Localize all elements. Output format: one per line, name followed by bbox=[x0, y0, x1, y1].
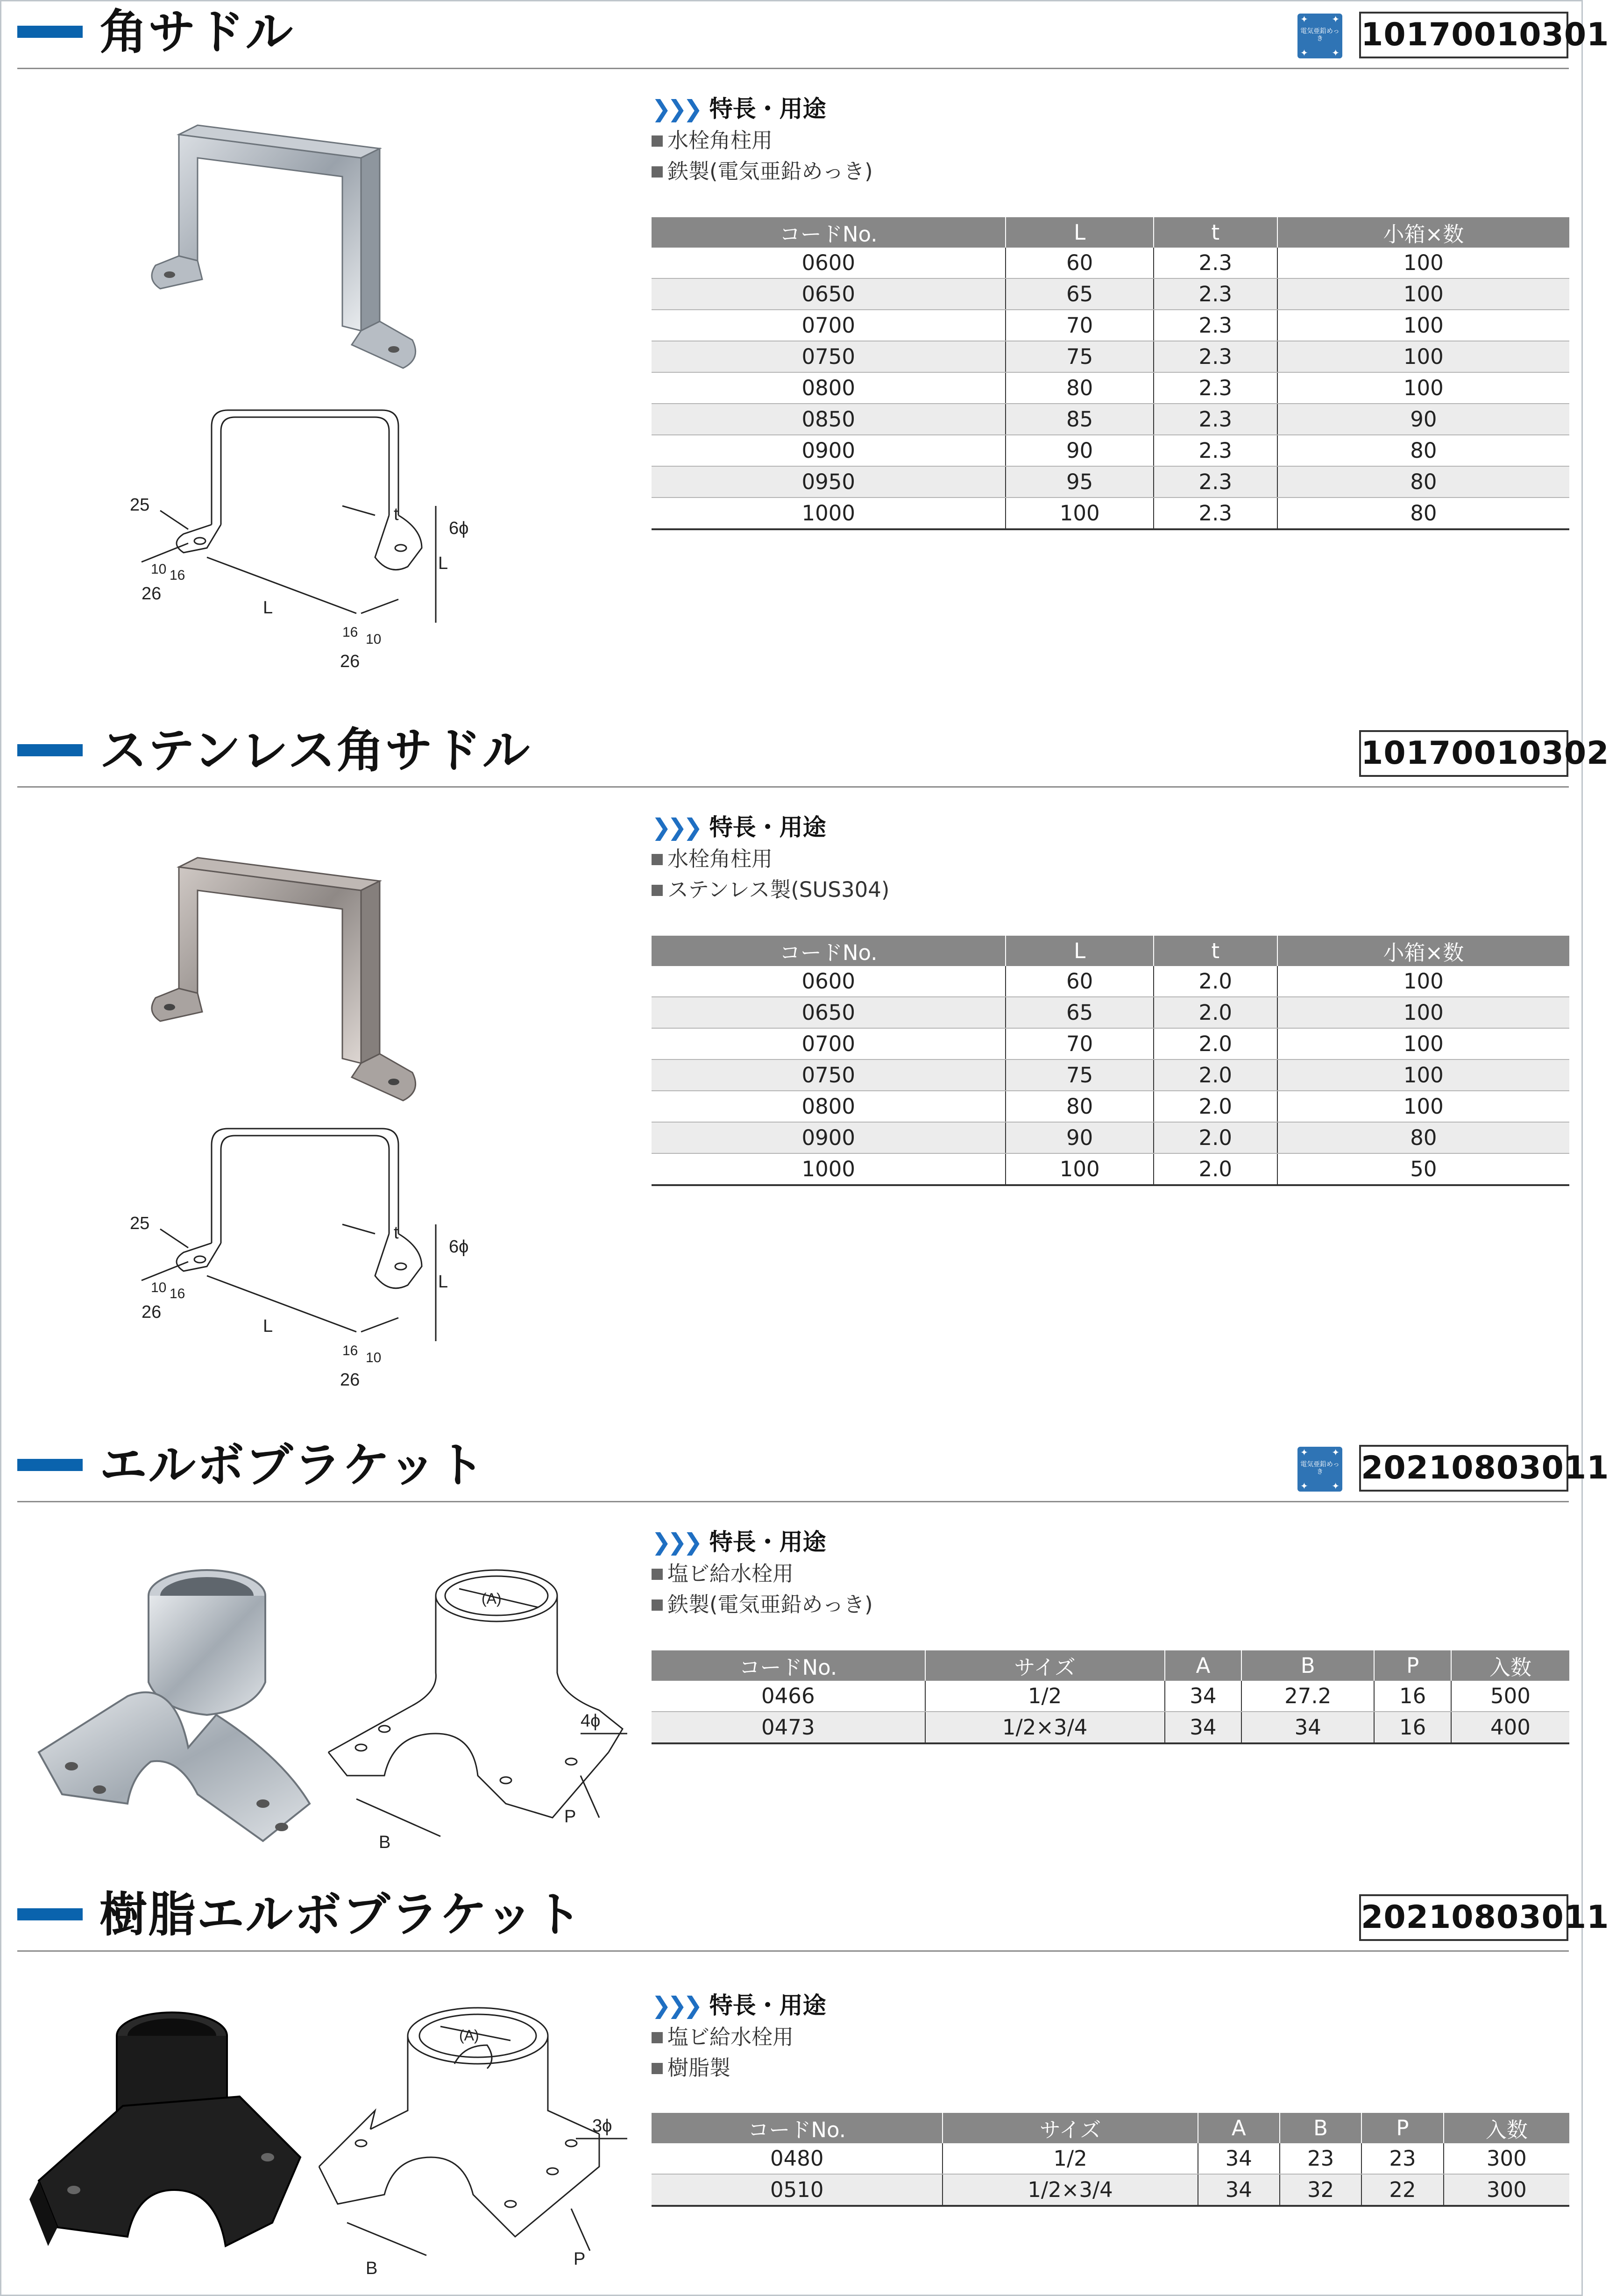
table-cell: 0900 bbox=[652, 435, 1006, 466]
table-cell: 2.3 bbox=[1154, 372, 1277, 404]
table-header-P: P bbox=[1361, 2113, 1443, 2143]
table-header-A: A bbox=[1165, 1650, 1242, 1681]
section-header bbox=[1, 1, 1609, 67]
dim-label-L: L bbox=[263, 598, 273, 618]
dim-label-A: (A) bbox=[459, 2027, 479, 2044]
table-cell: 65 bbox=[1006, 997, 1153, 1028]
section-rule bbox=[17, 68, 1569, 69]
dim-label-10: 10 bbox=[151, 562, 167, 577]
table-cell: 34 bbox=[1165, 1712, 1242, 1743]
product-title: 角サドル bbox=[99, 5, 294, 60]
dim-label-10: 10 bbox=[151, 1280, 167, 1295]
section-rule bbox=[17, 1501, 1569, 1502]
table-row bbox=[652, 248, 1569, 278]
table-cell: 75 bbox=[1006, 1059, 1153, 1091]
table-cell: 100 bbox=[1277, 1059, 1569, 1091]
table-cell: 100 bbox=[1277, 248, 1569, 278]
dim-label-10b: 10 bbox=[366, 632, 382, 647]
table-header-size: サイズ bbox=[943, 2113, 1198, 2143]
spec-table bbox=[652, 217, 1569, 530]
table-row bbox=[652, 997, 1569, 1028]
spec-table bbox=[652, 936, 1569, 1186]
table-cell: 60 bbox=[1006, 248, 1153, 278]
section-rule bbox=[17, 1950, 1569, 1952]
table-cell: 300 bbox=[1444, 2174, 1569, 2206]
table-cell: 0850 bbox=[652, 404, 1006, 435]
table-row bbox=[652, 1059, 1569, 1091]
table-cell: 1/2×3/4 bbox=[925, 1712, 1165, 1743]
square-bullet-icon bbox=[652, 2063, 663, 2074]
dimension-drawing bbox=[310, 1989, 637, 2293]
table-cell: 2.3 bbox=[1154, 341, 1277, 372]
table-cell: 65 bbox=[1006, 278, 1153, 310]
table-cell: 1/2 bbox=[943, 2143, 1198, 2174]
plating-icon: ✦ ✦ ✦ ✦ 電気亜鉛めっき bbox=[1297, 1447, 1342, 1492]
table-row bbox=[652, 310, 1569, 341]
plating-icon-text: 電気亜鉛めっき bbox=[1300, 1461, 1340, 1476]
table-header-L: L bbox=[1006, 217, 1153, 248]
table-cell: 50 bbox=[1277, 1153, 1569, 1185]
table-header-code: コードNo. bbox=[652, 1650, 925, 1681]
dim-label-B: B bbox=[379, 1833, 391, 1852]
table-cell: 0950 bbox=[652, 466, 1006, 498]
table-cell: 1/2 bbox=[925, 1681, 1165, 1712]
dim-label-P: P bbox=[574, 2249, 586, 2269]
product-code: 10170010301 bbox=[1359, 12, 1568, 58]
dim-label-10b: 10 bbox=[366, 1350, 382, 1365]
table-cell: 100 bbox=[1277, 310, 1569, 341]
table-cell: 100 bbox=[1277, 1091, 1569, 1122]
table-cell: 0480 bbox=[652, 2143, 943, 2174]
table-row bbox=[652, 278, 1569, 310]
table-cell: 23 bbox=[1280, 2143, 1361, 2174]
table-header-t: t bbox=[1154, 217, 1277, 248]
table-cell: 60 bbox=[1006, 966, 1153, 997]
features-heading: ❯❯❯ 特長・用途 bbox=[652, 814, 826, 841]
table-header-row bbox=[652, 217, 1569, 248]
table-cell: 2.3 bbox=[1154, 404, 1277, 435]
plating-icon: ✦ ✦ ✦ ✦ 電気亜鉛めっき bbox=[1297, 14, 1342, 58]
product-title: ステンレス角サドル bbox=[99, 723, 531, 779]
table-cell: 2.0 bbox=[1154, 966, 1277, 997]
table-cell: 2.3 bbox=[1154, 466, 1277, 498]
spec-table bbox=[652, 2113, 1569, 2207]
dim-label-t: t bbox=[394, 505, 399, 524]
table-header-size: サイズ bbox=[925, 1650, 1165, 1681]
table-row bbox=[652, 372, 1569, 404]
table-cell: 2.3 bbox=[1154, 248, 1277, 278]
table-row bbox=[652, 1091, 1569, 1122]
table-cell: 2.0 bbox=[1154, 1153, 1277, 1185]
table-header-qty: 入数 bbox=[1451, 1650, 1569, 1681]
table-row bbox=[652, 1153, 1569, 1185]
product-title: 樹脂エルボブラケット bbox=[99, 1887, 583, 1943]
feature-item: 塩ビ給水栓用 bbox=[652, 1558, 873, 1589]
square-bullet-icon bbox=[652, 166, 663, 178]
table-header-B: B bbox=[1241, 1650, 1374, 1681]
table-cell: 100 bbox=[1277, 341, 1569, 372]
dim-label-hole: 6ϕ bbox=[449, 1237, 469, 1257]
table-row bbox=[652, 1712, 1569, 1743]
dim-label-25: 25 bbox=[130, 1214, 150, 1233]
table-row bbox=[652, 2143, 1569, 2174]
table-header-row bbox=[652, 1650, 1569, 1681]
product-code: 10170010302 bbox=[1359, 730, 1568, 777]
features-heading: ❯❯❯ 特長・用途 bbox=[652, 1992, 826, 2019]
table-cell: 300 bbox=[1444, 2143, 1569, 2174]
dim-label-16: 16 bbox=[170, 1286, 185, 1301]
square-bullet-icon bbox=[652, 1599, 663, 1611]
table-cell: 0650 bbox=[652, 997, 1006, 1028]
table-cell: 0600 bbox=[652, 248, 1006, 278]
section-header bbox=[1, 720, 1609, 785]
dim-label-B: B bbox=[366, 2259, 378, 2278]
spec-table bbox=[652, 1650, 1569, 1744]
feature-item: 塩ビ給水栓用 bbox=[652, 2022, 826, 2053]
table-cell: 90 bbox=[1277, 404, 1569, 435]
table-cell: 100 bbox=[1006, 1153, 1153, 1185]
dim-label-26b: 26 bbox=[340, 652, 360, 671]
table-cell: 0800 bbox=[652, 1091, 1006, 1122]
table-cell: 2.0 bbox=[1154, 997, 1277, 1028]
feature-item: 水栓角柱用 bbox=[652, 125, 873, 156]
dim-label-hole: 4ϕ bbox=[581, 1711, 601, 1731]
dim-label-L2: L bbox=[438, 554, 448, 573]
product-code: 20210803011 bbox=[1359, 1894, 1568, 1941]
dim-label-16: 16 bbox=[170, 568, 185, 583]
product-photo-elbow-bracket bbox=[20, 1561, 319, 1860]
table-cell: 80 bbox=[1006, 1091, 1153, 1122]
dim-label-hole: 3ϕ bbox=[592, 2116, 612, 2136]
dim-label-L: L bbox=[263, 1316, 273, 1336]
product-title: エルボブラケット bbox=[99, 1438, 486, 1493]
table-cell: 34 bbox=[1198, 2174, 1280, 2206]
table-cell: 2.0 bbox=[1154, 1122, 1277, 1153]
table-cell: 400 bbox=[1451, 1712, 1569, 1743]
table-header-P: P bbox=[1374, 1650, 1451, 1681]
square-bullet-icon bbox=[652, 885, 663, 896]
table-cell: 70 bbox=[1006, 1028, 1153, 1059]
feature-item: ステンレス製(SUS304) bbox=[652, 874, 889, 905]
dimension-drawing bbox=[113, 408, 515, 679]
table-cell: 0750 bbox=[652, 1059, 1006, 1091]
chevron-right-icon: ❯❯❯ bbox=[652, 95, 699, 122]
dim-label-A: (A) bbox=[482, 1590, 502, 1607]
feature-item: 樹脂製 bbox=[652, 2053, 826, 2083]
square-bullet-icon bbox=[652, 854, 663, 865]
table-cell: 0900 bbox=[652, 1122, 1006, 1153]
table-header-L: L bbox=[1006, 936, 1153, 966]
square-bullet-icon bbox=[652, 1569, 663, 1580]
table-cell: 80 bbox=[1277, 1122, 1569, 1153]
table-header-code: コードNo. bbox=[652, 2113, 943, 2143]
section-accent-bar bbox=[17, 26, 83, 38]
table-header-A: A bbox=[1198, 2113, 1280, 2143]
table-cell: 80 bbox=[1277, 498, 1569, 529]
table-header-code: コードNo. bbox=[652, 936, 1006, 966]
table-cell: 100 bbox=[1277, 997, 1569, 1028]
chevron-right-icon: ❯❯❯ bbox=[652, 1992, 699, 2019]
section-rule bbox=[17, 786, 1569, 788]
table-cell: 34 bbox=[1165, 1681, 1242, 1712]
table-cell: 80 bbox=[1277, 435, 1569, 466]
feature-item: 鉄製(電気亜鉛めっき) bbox=[652, 1589, 873, 1620]
table-cell: 0600 bbox=[652, 966, 1006, 997]
dim-label-26: 26 bbox=[142, 584, 162, 604]
chevron-right-icon: ❯❯❯ bbox=[652, 1528, 699, 1556]
table-cell: 80 bbox=[1277, 466, 1569, 498]
square-bullet-icon bbox=[652, 2032, 663, 2043]
table-cell: 34 bbox=[1198, 2143, 1280, 2174]
section-accent-bar bbox=[17, 744, 83, 756]
table-header-B: B bbox=[1280, 2113, 1361, 2143]
table-cell: 1000 bbox=[652, 498, 1006, 529]
table-cell: 2.3 bbox=[1154, 435, 1277, 466]
table-cell: 0473 bbox=[652, 1712, 925, 1743]
table-cell: 80 bbox=[1006, 372, 1153, 404]
table-cell: 2.3 bbox=[1154, 310, 1277, 341]
table-row bbox=[652, 1122, 1569, 1153]
product-photo-stainless-saddle bbox=[142, 853, 431, 1124]
section-accent-bar bbox=[17, 1459, 83, 1471]
table-cell: 1000 bbox=[652, 1153, 1006, 1185]
dim-label-25: 25 bbox=[130, 495, 150, 515]
table-cell: 2.3 bbox=[1154, 278, 1277, 310]
table-cell: 16 bbox=[1374, 1712, 1451, 1743]
table-cell: 16 bbox=[1374, 1681, 1451, 1712]
table-cell: 0700 bbox=[652, 310, 1006, 341]
dim-label-P: P bbox=[564, 1807, 576, 1827]
table-cell: 22 bbox=[1361, 2174, 1443, 2206]
table-header-qty: 小箱×数 bbox=[1277, 936, 1569, 966]
table-cell: 2.0 bbox=[1154, 1091, 1277, 1122]
table-cell: 32 bbox=[1280, 2174, 1361, 2206]
feature-item: 鉄製(電気亜鉛めっき) bbox=[652, 156, 873, 187]
table-row bbox=[652, 404, 1569, 435]
features-heading: ❯❯❯ 特長・用途 bbox=[652, 1528, 826, 1556]
table-cell: 100 bbox=[1277, 966, 1569, 997]
table-cell: 1/2×3/4 bbox=[943, 2174, 1198, 2206]
table-row bbox=[652, 498, 1569, 529]
dim-label-16b: 16 bbox=[342, 625, 358, 640]
table-row bbox=[652, 341, 1569, 372]
table-cell: 0800 bbox=[652, 372, 1006, 404]
table-cell: 2.0 bbox=[1154, 1059, 1277, 1091]
table-cell: 95 bbox=[1006, 466, 1153, 498]
features-heading: ❯❯❯ 特長・用途 bbox=[652, 95, 826, 122]
dim-label-L2: L bbox=[438, 1272, 448, 1292]
table-cell: 100 bbox=[1006, 498, 1153, 529]
table-cell: 0700 bbox=[652, 1028, 1006, 1059]
table-header-row bbox=[652, 2113, 1569, 2143]
table-cell: 100 bbox=[1277, 372, 1569, 404]
dim-label-26b: 26 bbox=[340, 1370, 360, 1390]
table-cell: 23 bbox=[1361, 2143, 1443, 2174]
table-header-t: t bbox=[1154, 936, 1277, 966]
table-header-row bbox=[652, 936, 1569, 966]
table-cell: 85 bbox=[1006, 404, 1153, 435]
features-block bbox=[652, 1989, 826, 2083]
table-cell: 2.0 bbox=[1154, 1028, 1277, 1059]
section-accent-bar bbox=[17, 1908, 83, 1920]
table-cell: 0466 bbox=[652, 1681, 925, 1712]
table-cell: 27.2 bbox=[1241, 1681, 1374, 1712]
dimension-drawing bbox=[113, 1126, 515, 1397]
table-cell: 90 bbox=[1006, 435, 1153, 466]
table-cell: 2.3 bbox=[1154, 498, 1277, 529]
table-row bbox=[652, 466, 1569, 498]
dim-label-t: t bbox=[394, 1223, 399, 1243]
table-row bbox=[652, 2174, 1569, 2206]
table-row bbox=[652, 1028, 1569, 1059]
features-block bbox=[652, 1526, 873, 1620]
table-cell: 0650 bbox=[652, 278, 1006, 310]
square-bullet-icon bbox=[652, 135, 663, 147]
table-cell: 0510 bbox=[652, 2174, 943, 2206]
section-header bbox=[1, 1884, 1609, 1949]
table-header-code: コードNo. bbox=[652, 217, 1006, 248]
product-code: 20210803011 bbox=[1359, 1445, 1568, 1492]
dim-label-26: 26 bbox=[142, 1302, 162, 1322]
table-cell: 70 bbox=[1006, 310, 1153, 341]
chevron-right-icon: ❯❯❯ bbox=[652, 814, 699, 841]
plating-icon-text: 電気亜鉛めっき bbox=[1300, 28, 1340, 43]
dim-label-hole: 6ϕ bbox=[449, 519, 469, 538]
product-photo-resin-elbow-bracket bbox=[29, 2003, 310, 2283]
table-cell: 75 bbox=[1006, 341, 1153, 372]
table-cell: 34 bbox=[1241, 1712, 1374, 1743]
section-header bbox=[1, 1435, 1609, 1500]
table-row bbox=[652, 435, 1569, 466]
product-photo-steel-saddle bbox=[142, 121, 431, 391]
features-block bbox=[652, 92, 873, 187]
dimension-drawing bbox=[319, 1556, 637, 1864]
table-cell: 100 bbox=[1277, 1028, 1569, 1059]
feature-item: 水栓角柱用 bbox=[652, 844, 889, 874]
features-block bbox=[652, 811, 889, 905]
table-header-qty: 入数 bbox=[1444, 2113, 1569, 2143]
table-cell: 0750 bbox=[652, 341, 1006, 372]
table-header-qty: 小箱×数 bbox=[1277, 217, 1569, 248]
dim-label-16b: 16 bbox=[342, 1343, 358, 1358]
table-row bbox=[652, 966, 1569, 997]
table-cell: 500 bbox=[1451, 1681, 1569, 1712]
table-row bbox=[652, 1681, 1569, 1712]
table-cell: 90 bbox=[1006, 1122, 1153, 1153]
table-cell: 100 bbox=[1277, 278, 1569, 310]
